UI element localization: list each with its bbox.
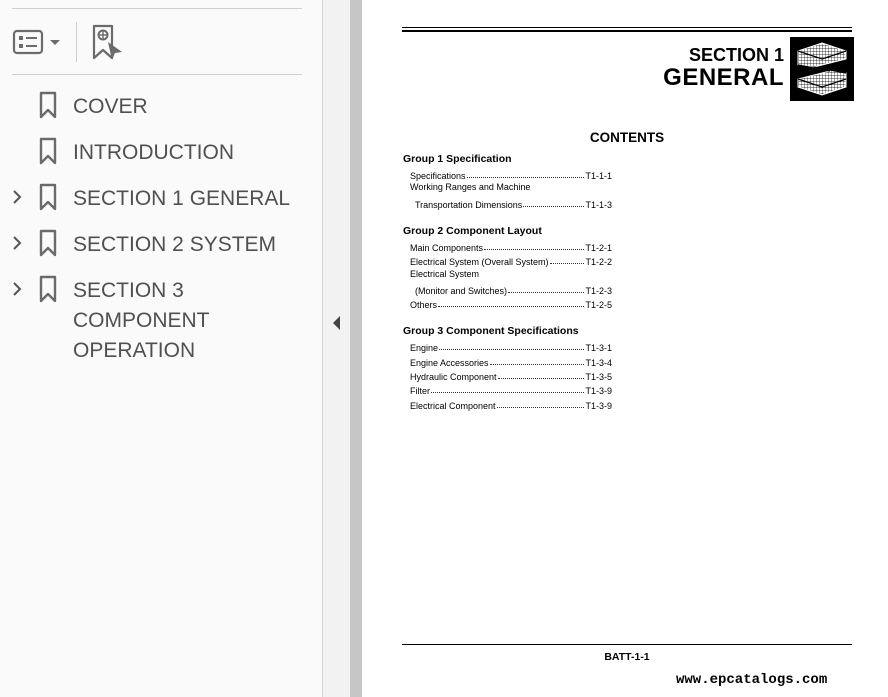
bookmark-icon: [38, 137, 58, 165]
toc-page-number: T1-2-1: [585, 242, 612, 253]
section-name: GENERAL: [663, 64, 784, 91]
toc-entry: [410, 283, 612, 296]
bookmark-label: INTRODUCTION: [73, 141, 234, 164]
toc-entry-text: Electrical System: [410, 268, 480, 279]
toc-page-number: T1-2-2: [585, 257, 612, 268]
panel-splitter[interactable]: [323, 0, 350, 697]
chevron-right-icon[interactable]: [9, 235, 25, 251]
bookmark-search-icon: [88, 22, 126, 62]
bookmark-item[interactable]: [0, 92, 322, 122]
toc-leader-dots: [498, 377, 585, 379]
section-logo: [790, 37, 854, 101]
toc-entry: [410, 168, 612, 181]
bookmark-label: COVER: [73, 95, 148, 118]
toc-entry: [410, 355, 612, 368]
list-options-icon: [12, 26, 64, 58]
bookmark-options-button[interactable]: [12, 26, 64, 58]
toc-leader-dots: [484, 248, 584, 250]
chevron-down-icon: [50, 40, 60, 45]
toc-entry-text: Transportation Dimensions: [415, 199, 523, 210]
toc-page-number: T1-3-1: [585, 343, 612, 354]
toc-leader-dots: [438, 305, 584, 307]
toc-page-number: T1-1-1: [585, 171, 612, 181]
toc-entry-text: Electrical Component: [410, 400, 496, 411]
toc-entry: [410, 383, 612, 396]
toc-entry: [410, 297, 612, 310]
bookmark-label: SECTION 2 SYSTEM: [73, 233, 277, 256]
bookmark-item[interactable]: [0, 184, 322, 214]
toc-leader-dots: [467, 176, 585, 178]
toc-entry: [410, 254, 612, 267]
section-number: SECTION 1: [688, 45, 784, 65]
toc-entry: [410, 340, 612, 353]
toc-page-number: T1-2-5: [585, 300, 612, 311]
toc-entry-text: Specifications: [410, 171, 466, 181]
toc-entry-text: Filter: [410, 386, 430, 397]
bookmark-item[interactable]: [0, 138, 322, 168]
document-page: [362, 0, 888, 697]
header-rule-thin: [402, 27, 852, 28]
toc-group-title: Group 1 Specification: [403, 153, 512, 165]
page-footer: BATT-1-1: [604, 651, 650, 663]
toc-page-number: T1-2-3: [585, 285, 612, 296]
collapse-left-icon: [330, 313, 342, 333]
new-bookmark-button[interactable]: [88, 22, 126, 62]
toc-leader-dots: [523, 205, 584, 207]
toc-entry-text: Hydraulic Component: [410, 372, 497, 382]
toc-page-number: T1-3-9: [585, 386, 612, 397]
toc-entry: [410, 197, 612, 210]
bookmark-icon: [38, 229, 58, 257]
watermark-text: www.epcatalogs.com: [676, 672, 828, 688]
toc-entry-text: Working Ranges and Machine: [410, 182, 531, 193]
toolbar-bottom-divider: [12, 74, 302, 75]
toc-leader-dots: [431, 391, 584, 393]
toc-entry: [410, 369, 612, 382]
toc-entry-text: Engine Accessories: [410, 357, 489, 368]
bookmark-icon: [38, 183, 58, 211]
toc-leader-dots: [550, 262, 585, 264]
toc-group-title: Group 2 Component Layout: [403, 224, 542, 237]
toc-entry: [410, 240, 612, 253]
footer-rule: [402, 644, 852, 645]
bookmark-item[interactable]: [0, 230, 322, 260]
header-rule-thick: [402, 30, 852, 32]
toc-entry-text: Others: [410, 300, 438, 311]
bookmark-label: SECTION 3 COMPONENT OPERATION: [73, 279, 210, 362]
toc-page-number: T1-3-9: [585, 400, 612, 411]
toolbar-separator: [76, 22, 77, 62]
toc-entry-text: Engine: [410, 343, 439, 354]
toc-leader-dots: [490, 363, 585, 365]
toc-leader-dots: [497, 406, 585, 408]
bookmark-label: SECTION 1 GENERAL: [73, 187, 291, 210]
bookmark-icon: [38, 91, 58, 119]
toolbar-top-divider: [12, 8, 302, 9]
chevron-right-icon[interactable]: [9, 281, 25, 297]
toc-leader-dots: [439, 348, 584, 350]
collapse-panel-button[interactable]: [330, 313, 342, 333]
toc-page-number: T1-3-4: [585, 357, 612, 368]
toc-entry-text: (Monitor and Switches): [415, 285, 508, 296]
toc-entry-text: Electrical System (Overall System): [410, 257, 549, 268]
document-gutter: [350, 0, 362, 697]
bookmark-item[interactable]: [0, 276, 322, 366]
toc-leader-dots: [508, 291, 584, 293]
toc-entry-text: Main Components: [410, 242, 484, 253]
toc-page-number: T1-1-3: [585, 199, 612, 210]
contents-title: CONTENTS: [589, 130, 665, 145]
bookmarks-panel: [0, 0, 322, 697]
chevron-right-icon[interactable]: [9, 189, 25, 205]
bookmark-icon: [38, 275, 58, 303]
toc-entry: [410, 398, 612, 411]
toc-group-title: Group 3 Component Specifications: [403, 325, 579, 338]
toc-page-number: T1-3-5: [585, 372, 612, 382]
